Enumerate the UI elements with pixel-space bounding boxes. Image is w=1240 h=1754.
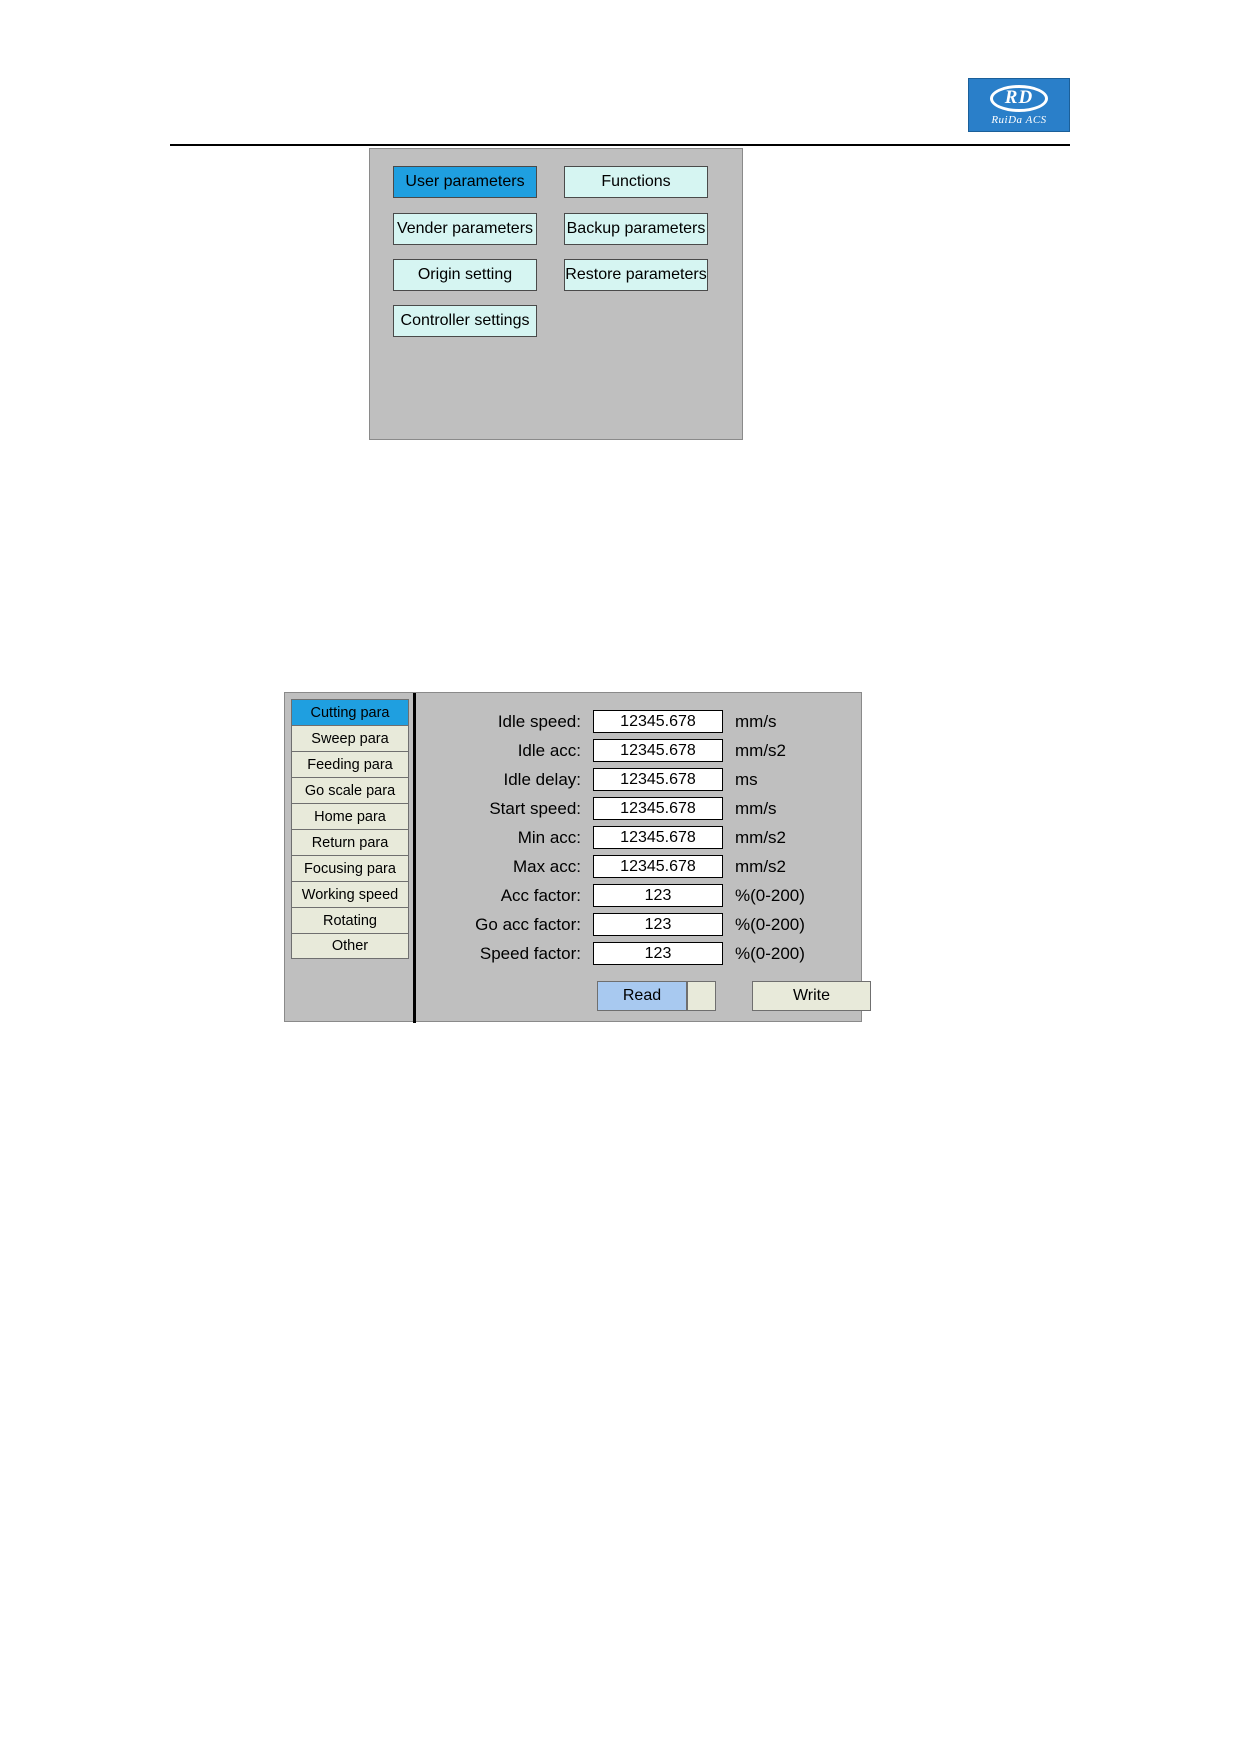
input-acc-factor[interactable]: 123 [593,884,723,907]
ruida-logo [968,78,1070,132]
label-start-speed: Start speed: [489,798,581,818]
tab-sweep-para[interactable]: Sweep para [291,725,409,751]
unit-min-acc: mm/s2 [735,827,786,847]
field-row-start-speed [425,794,855,823]
menu-button-controller-settings[interactable]: Controller settings [393,305,537,337]
menu-button-user-parameters[interactable]: User parameters [393,166,537,198]
tab-cutting-para[interactable]: Cutting para [291,699,409,725]
label-idle-acc: Idle acc: [517,740,581,760]
menu-button-origin-setting[interactable]: Origin setting [393,259,537,291]
unit-acc-factor: %(0-200) [735,885,805,905]
input-speed-factor[interactable]: 123 [593,942,723,965]
unit-speed-factor: %(0-200) [735,943,805,963]
field-row-max-acc [425,852,855,881]
main-menu-panel [369,148,743,440]
parameter-tab-list [291,699,409,959]
label-idle-speed: Idle speed: [497,711,581,731]
logo-mark: RD [990,85,1048,112]
label-min-acc: Min acc: [517,827,581,847]
field-row-acc-factor [425,881,855,910]
unit-idle-delay: ms [735,769,758,789]
unit-go-acc-factor: %(0-200) [735,914,805,934]
input-start-speed[interactable]: 12345.678 [593,797,723,820]
tab-return-para[interactable]: Return para [291,829,409,855]
tab-focusing-para[interactable]: Focusing para [291,855,409,881]
tab-rotating[interactable]: Rotating [291,907,409,933]
label-acc-factor: Acc factor: [500,885,581,905]
field-row-min-acc [425,823,855,852]
parameter-fields [425,707,855,968]
tab-feeding-para[interactable]: Feeding para [291,751,409,777]
input-idle-acc[interactable]: 12345.678 [593,739,723,762]
header-divider [170,144,1070,146]
field-row-idle-acc [425,736,855,765]
parameter-action-buttons [597,981,852,1011]
label-go-acc-factor: Go acc factor: [475,914,581,934]
tab-home-para[interactable]: Home para [291,803,409,829]
input-idle-speed[interactable]: 12345.678 [593,710,723,733]
unit-idle-acc: mm/s2 [735,740,786,760]
input-idle-delay[interactable]: 12345.678 [593,768,723,791]
label-max-acc: Max acc: [512,856,581,876]
menu-button-vender-parameters[interactable]: Vender parameters [393,213,537,245]
field-row-idle-speed [425,707,855,736]
field-row-idle-delay [425,765,855,794]
menu-button-functions[interactable]: Functions [564,166,708,198]
input-min-acc[interactable]: 12345.678 [593,826,723,849]
read-button[interactable]: Read [597,981,687,1011]
tab-go-scale-para[interactable]: Go scale para [291,777,409,803]
input-max-acc[interactable]: 12345.678 [593,855,723,878]
panel-divider [413,693,416,1023]
menu-button-backup-parameters[interactable]: Backup parameters [564,213,708,245]
field-row-go-acc-factor [425,910,855,939]
tab-other[interactable]: Other [291,933,409,959]
unit-idle-speed: mm/s [735,711,777,731]
logo-text: RuiDa ACS [991,113,1047,126]
menu-button-restore-parameters[interactable]: Restore parameters [564,259,708,291]
read-button-extension[interactable] [687,981,716,1011]
field-row-speed-factor [425,939,855,968]
parameter-panel [284,692,862,1022]
unit-start-speed: mm/s [735,798,777,818]
label-speed-factor: Speed factor: [479,943,581,963]
tab-working-speed[interactable]: Working speed [291,881,409,907]
input-go-acc-factor[interactable]: 123 [593,913,723,936]
write-button[interactable]: Write [752,981,871,1011]
label-idle-delay: Idle delay: [503,769,581,789]
unit-max-acc: mm/s2 [735,856,786,876]
